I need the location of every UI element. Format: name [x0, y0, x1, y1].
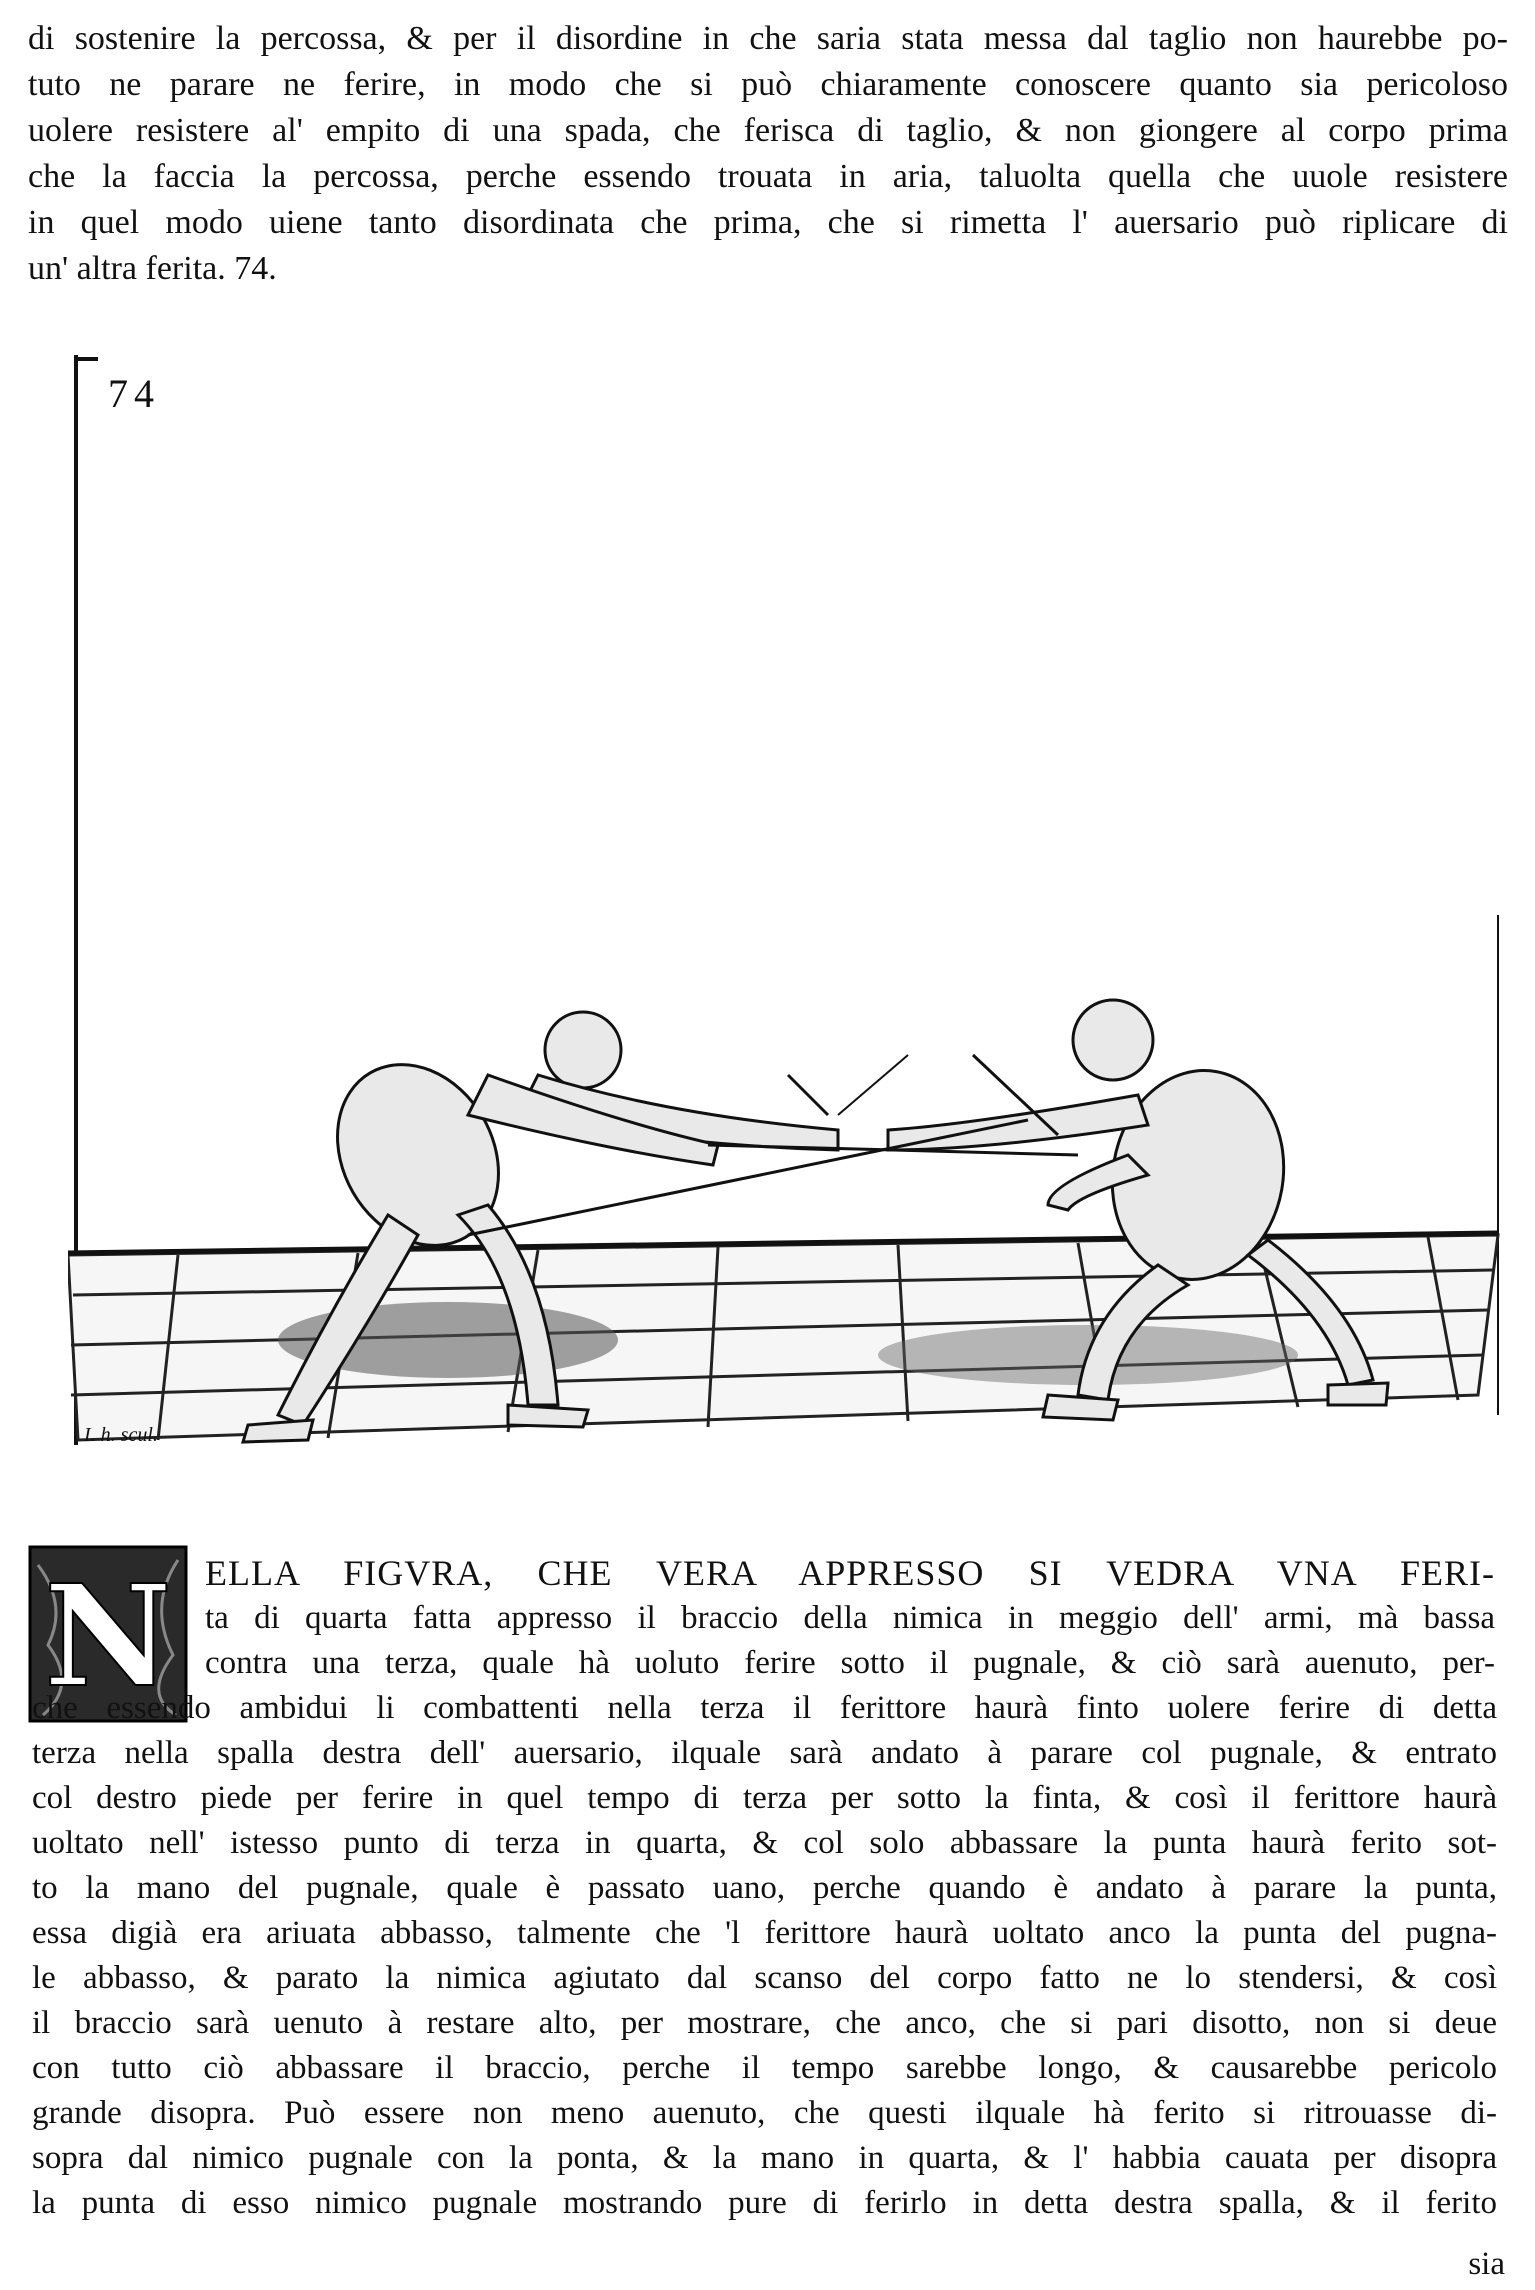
body-line-14: la punta di esso nimico pugnale mostrando pure di ferirlo in detta destra spalla, & il ferito	[32, 2185, 1497, 2221]
body-line-2: contra una terza, quale hà uoluto ferire sotto il pugnale, & ciò sarà auenuto, per-	[205, 1645, 1495, 1681]
body-line-6: uoltato nell' istesso punto di terza in quarta, & col solo abbassare la punta haurà ferito sot-	[32, 1825, 1497, 1861]
body-line-9: le abbasso, & parato la nimica agiutato dal scanso del corpo fatto ne lo stendersi, & così	[32, 1960, 1497, 1996]
body-line-10: il braccio sarà uenuto à restare alto, per mostrare, che anco, che si pari disotto, non si deue	[32, 2005, 1497, 2041]
top-text-line-3: uolere resistere al' empito di una spada, che ferisca di taglio, & non giongere al corpo prima	[28, 112, 1508, 149]
body-line-1: ta di quarta fatta appresso il braccio della nimica in meggio dell' armi, mà bassa	[205, 1600, 1495, 1636]
body-line-11: con tutto ciò abbassare il braccio, perche il tempo sarebbe longo, & causarebbe pericolo	[32, 2050, 1497, 2086]
body-line-5: col destro piede per ferire in quel tempo di terza per sotto la finta, & così il ferittore haurà	[32, 1780, 1497, 1816]
plate-number: 74	[108, 371, 160, 416]
top-text-line-2: tuto ne parare ne ferire, in modo che si può chiaramente conoscere quanto sia pericoloso	[28, 66, 1508, 103]
body-line-7: to la mano del pugnale, quale è passato uano, perche quando è andato à parare la punta,	[32, 1870, 1497, 1906]
top-text-line-6: un' altra ferita. 74.	[28, 250, 277, 287]
engraving-plate	[68, 355, 1508, 1465]
body-line-8: essa digià era ariuata abbasso, talmente che 'l ferittore haurà uoltato anco la punta del pugna-	[32, 1915, 1497, 1951]
initial-letter: N	[44, 1555, 172, 1719]
catchword: sia	[1468, 2246, 1505, 2282]
body-line-3: che essendo ambidui li combattenti nella terza il ferittore haurà finto uolere ferire di detta	[32, 1690, 1497, 1726]
section-heading: ELLA FIGVRA, CHE VERA APPRESSO SI VEDRA VNA FERI-	[205, 1553, 1495, 1593]
top-text-line-1: di sostenire la percossa, & per il disordine in che saria stata messa dal taglio non haurebbe po-	[28, 20, 1508, 57]
top-text-line-5: in quel modo uiene tanto disordinata che prima, che si rimetta l' auersario può riplicare di	[28, 204, 1508, 241]
body-line-12: grande disopra. Può essere non meno auenuto, che questi ilquale hà ferito si ritrouasse di-	[32, 2095, 1497, 2131]
body-line-13: sopra dal nimico pugnale con la ponta, & la mano in quarta, & l' habbia cauata per disopra	[32, 2140, 1497, 2176]
engraver-signature: I. h. scul.	[84, 1424, 158, 1446]
top-text-line-4: che la faccia la percossa, perche essendo trouata in aria, taluolta quella che uuole resistere	[28, 158, 1508, 195]
body-line-4: terza nella spalla destra dell' auersario, ilquale sarà andato à parare col pugnale, & entrato	[32, 1735, 1497, 1771]
